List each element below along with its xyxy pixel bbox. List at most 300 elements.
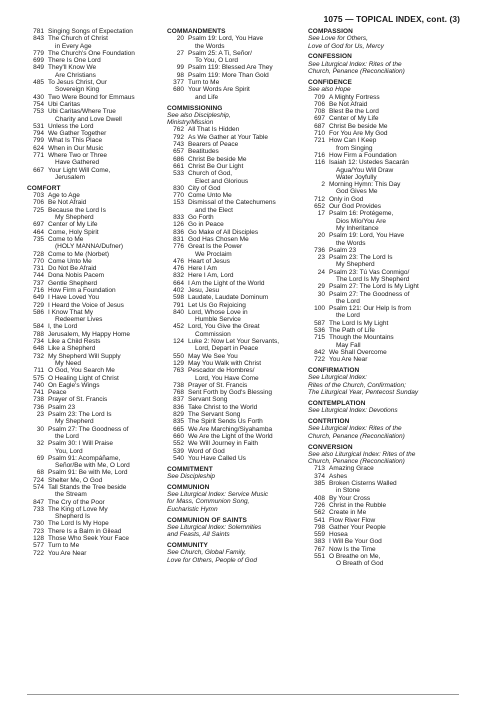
hymn-number: 129 [173,359,184,367]
index-entry [308,327,458,334]
hymn-title-line: Where Two or Three [48,152,108,160]
hymn-number: 687 [314,122,325,130]
hymn-number: 706 [314,100,325,108]
cross-reference [308,451,458,466]
hymn-title-line: Dismissal of the Catechumens [188,199,276,207]
hymn-title-continuation: Have Gathered [55,159,100,167]
hymn-title-line: You Have Called Us [188,454,246,462]
cross-reference [308,425,458,440]
hymn-title [48,455,165,470]
hymn-number: 738 [33,396,44,404]
hymn-title [48,528,165,535]
hymn-number: 754 [33,100,44,108]
hymn-title-line: Luke 2: Now Let Your Servants, [188,338,280,346]
hymn-number: 843 [33,35,44,43]
hymn-number: 709 [314,93,325,101]
hymn-number: 847 [33,498,44,506]
index-entry [27,221,165,228]
index-entry [27,520,165,527]
index-entry [167,294,305,301]
index-entry [167,229,305,236]
hymn-number: 30 [36,425,44,433]
hymn-number: 430 [33,93,44,101]
hymn-number: 657 [173,148,184,156]
hymn-title-line: Amazing Grace [329,465,374,473]
hymn-title-line: I Am the Light of the World [188,279,265,287]
hymn-title [329,495,458,502]
hymn-title [48,542,165,549]
index-entry [167,433,305,440]
index-entry [167,258,305,265]
hymn-title [48,396,165,403]
hymn-title-line: You Are Near [329,356,368,364]
index-entry [27,353,165,368]
hymn-title [48,404,165,411]
hymn-title-continuation: Shepherd Is [55,513,91,521]
hymn-title-continuation: Commission [195,330,231,338]
index-entry [27,108,165,123]
index-entry [167,148,305,155]
hymn-number: 385 [314,480,325,488]
index-entry [27,382,165,389]
hymn-title-continuation: and Life [195,93,219,101]
hymn-number: 711 [33,367,44,375]
hymn-title-line: There Is One Lord [48,57,101,65]
hymn-title [188,367,305,382]
hymn-title-line: Jerusalem, My Happy Home [48,330,130,338]
hymn-title-continuation: May Fall [336,341,361,349]
cross-reference [308,374,458,396]
index-entry [27,192,165,199]
hymn-number: 550 [173,352,184,360]
hymn-title-line: O Breathe on Me, [329,553,381,561]
hymn-title [188,265,305,272]
hymn-number: 98 [176,71,184,79]
index-entry [27,484,165,499]
hymn-title-line: Come to Me (Norbet) [48,250,110,258]
index-entry [167,280,305,287]
hymn-title-line: Heart of Jesus [188,257,230,265]
hymn-title-continuation: You, Lord [55,447,83,455]
hymn-number: 126 [173,221,184,229]
index-entry [167,302,305,309]
hymn-number: 587 [314,319,325,327]
index-entry [27,272,165,279]
index-column-2 [167,28,305,564]
hymn-title-continuation: The Lord Is My Shepherd [336,275,410,283]
hymn-number: 476 [173,265,184,273]
topic-heading: COMMITMENT [167,465,213,473]
hymn-title-continuation: (HOLY MANNA/Dufner) [55,243,124,251]
index-entry [308,108,458,115]
hymn-title-line: Beatitudes [188,148,219,156]
hymn-title-line: Psalm 25: A Ti, Señor/ [188,49,252,57]
hymn-number: 575 [33,374,44,382]
hymn-title [329,123,458,130]
index-entry [167,243,305,258]
hymn-number: 768 [173,389,184,397]
hymn-title [188,360,305,367]
index-entry [27,28,165,35]
hymn-title-line: Go in Peace [188,221,224,229]
hymn-number: 770 [33,257,44,265]
hymn-title [48,50,165,57]
index-entry [167,199,305,214]
hymn-number: 20 [317,232,325,240]
hymn-title [329,356,458,363]
hymn-title-line: Prayer of St. Francis [48,396,108,404]
hymn-title-line: Here I Am, Lord [188,272,234,280]
hymn-number: 835 [173,418,184,426]
hymn-title-line: How Can I Keep [329,137,377,145]
index-entry [27,280,165,287]
hymn-title-line: Two Were Bound for Emmaus [48,93,135,101]
hymn-title [329,130,458,137]
index-entry [27,535,165,542]
index-entry [27,287,165,294]
cross-reference-line: See Liturgical Index: Solemnities [167,523,262,531]
index-entry [27,258,165,265]
hymn-number: 649 [33,294,44,302]
hymn-title [188,440,305,447]
hymn-number: 729 [33,301,44,309]
hymn-title [329,137,458,152]
hymn-title [329,291,458,306]
index-entry [308,181,458,196]
hymn-title-line: Psalm 23 [48,403,76,411]
hymn-title-continuation: the Lord [336,312,360,320]
index-entry [167,156,305,163]
index-entry [167,126,305,133]
hymn-title [188,156,305,163]
hymn-title [48,550,165,557]
index-entry [27,309,165,324]
hymn-number: 721 [314,137,325,145]
hymn-title [48,35,165,50]
hymn-title-continuation: the Words [336,239,366,247]
index-entry [27,302,165,309]
hymn-number: 725 [33,206,44,214]
cross-reference-line: See Discipleship [167,473,216,480]
hymn-number: 799 [33,137,44,145]
hymn-title [48,79,165,94]
index-entry [167,141,305,148]
hymn-title-continuation: My Shepherd [55,418,94,426]
index-entry [167,323,305,338]
hymn-title-line: Christ Be beside Me [329,122,388,130]
hymn-title-line: May We See You [188,352,238,360]
hymn-title [188,382,305,389]
hymn-title-line: Your Light Will Come, [48,166,111,174]
hymn-title-line: Though the Mountains [329,334,394,342]
hymn-number: 697 [314,115,325,123]
hymn-title [188,287,305,294]
index-entry [308,137,458,152]
hymn-number: 829 [173,411,184,419]
index-entry [308,509,458,516]
hymn-title-line: I Heard the Voice of Jesus [48,301,124,309]
index-entry [167,353,305,360]
hymn-title [329,509,458,516]
cross-reference-line: and Feasts, All Saints [167,531,230,539]
hymn-title [48,251,165,258]
index-entry [27,455,165,470]
hymn-title-line: Prayer of St. Francis [188,381,248,389]
cross-reference-line: Love for Others, People of God [167,556,257,564]
hymn-title [188,236,305,243]
hymn-number: 562 [314,509,325,517]
hymn-title-line: Come Unto Me [48,257,92,265]
hymn-number: 24 [317,268,325,276]
hymn-title-continuation: God Gives Me [336,188,378,196]
index-entry [27,167,165,182]
index-entry [167,79,305,86]
hymn-number: 753 [33,108,44,116]
hymn-number: 476 [173,257,184,265]
cross-reference [308,86,458,93]
hymn-title [48,152,165,167]
index-entry [308,320,458,327]
hymn-title-line: Psalm 19: Lord, You Have [188,35,264,43]
index-entry [308,283,458,290]
hymn-title [48,338,165,345]
hymn-title [48,123,165,130]
index-entry [308,159,458,181]
hymn-number: 577 [33,542,44,550]
hymn-title [329,254,458,269]
hymn-title-line: Be Not Afraid [48,199,87,207]
index-entry [167,404,305,411]
index-entry [308,517,458,524]
hymn-title-line: I Know That My [48,308,94,316]
hymn-number: 836 [173,228,184,236]
cross-reference [308,61,458,76]
cross-reference-line: See Liturgical Index: [308,374,367,382]
index-entry [308,305,458,320]
hymn-number: 716 [314,151,325,159]
hymn-title-line: Those Who Seek Your Face [48,535,129,543]
hymn-title-line: When in Our Music [48,144,104,152]
hymn-title [188,199,305,214]
hymn-title-line: Ubi Caritas/Where True [48,108,116,116]
hymn-number: 728 [33,250,44,258]
index-entry [167,426,305,433]
hymn-title-line: Psalm 27: The Goodness of [329,290,410,298]
hymn-title [188,221,305,228]
hymn-number: 402 [173,286,184,294]
hymn-title-continuation: Jerusalem [55,173,85,181]
hymn-number: 23 [317,254,325,262]
cross-reference-line: Church, Penance (Reconciliation) [308,458,405,466]
hymn-title-line: Like a Child Rests [48,338,101,346]
index-entry [167,265,305,272]
index-entry [308,94,458,101]
hymn-number: 667 [33,166,44,174]
hymn-number: 722 [314,356,325,364]
hymn-number: 836 [173,403,184,411]
hymn-title [188,389,305,396]
hymn-number: 830 [173,184,184,192]
hymn-number: 722 [33,549,44,557]
index-entry [167,411,305,418]
hymn-title-line: We Will Journey in Faith [188,440,258,448]
hymn-title [188,35,305,50]
hymn-title-continuation: in Stone [336,487,360,495]
hymn-title [329,465,458,472]
hymn-title-line: Peace [48,389,67,397]
hymn-number: 703 [33,192,44,200]
hymn-number: 697 [33,221,44,229]
hymn-title-continuation: My Inheritance [336,224,379,232]
hymn-title-line: How Firm a Foundation [48,286,116,294]
hymn-title-line: Laudate, Laudate Dominum [188,294,269,302]
index-entry [308,465,458,472]
page-header: 1075 — TOPICAL INDEX, cont. (3) [323,14,460,24]
index-entry [27,345,165,352]
hymn-number: 776 [173,243,184,251]
topic-heading: COMMUNION [167,483,210,491]
hymn-title [48,411,165,426]
hymn-number: 732 [33,352,44,360]
index-entry [27,323,165,330]
hymn-title [48,192,165,199]
hymn-title [48,353,165,368]
index-entry [167,50,305,65]
index-entry [308,115,458,122]
hymn-number: 69 [36,454,44,462]
hymn-title [48,367,165,374]
hymn-title-line: The Lord Is My Light [329,319,389,327]
hymn-number: 840 [173,308,184,316]
cross-reference [167,549,305,564]
cross-reference-line: Church, Penance (Reconciliation) [308,432,405,440]
hymn-title-line: Word of God [188,447,225,455]
index-entry [308,196,458,203]
hymn-title-line: Pescador de Hombres/ [188,367,255,375]
hymn-number: 737 [33,279,44,287]
hymn-title [188,163,305,170]
hymn-title [48,302,165,309]
hymn-title-line: Lord, You Give the Great [188,323,260,331]
hymn-number: 648 [33,345,44,353]
hymn-number: 791 [173,301,184,309]
hymn-number: 652 [314,203,325,211]
hymn-title [329,334,458,349]
hymn-title [188,148,305,155]
hymn-title [48,130,165,137]
hymn-number: 736 [33,403,44,411]
index-entry [308,473,458,480]
hymn-title-line: Now Is the Time [329,545,376,553]
cross-reference-line: See also Hope [308,86,351,94]
hymn-title-line: Servant Song [188,396,228,404]
hymn-title [329,181,458,196]
hymn-title [188,86,305,101]
topic-heading: CONVERSION [308,443,353,451]
index-entry [308,152,458,159]
hymn-number: 128 [33,535,44,543]
hymn-title [188,396,305,403]
hymn-title-line: Sent Forth by God's Blessing [188,389,272,397]
hymn-number: 485 [33,79,44,87]
hymn-title-continuation: Dios Mío/You Are [336,217,386,225]
hymn-number: 680 [173,86,184,94]
index-entry [308,524,458,531]
hymn-title-line: How Firm a Foundation [329,151,397,159]
hymn-title-line: God Has Chosen Me [188,235,249,243]
index-entry [27,236,165,251]
hymn-title-line: Here I Am [188,265,217,273]
hymn-number: 531 [33,122,44,130]
hymn-title [329,546,458,553]
hymn-title-continuation: the Lord [55,432,79,440]
hymn-title-line: All That Is Hidden [188,126,240,134]
hymn-title-line: Come Unto Me [188,192,232,200]
index-entry [308,203,458,210]
topic-heading: COMPASSION [308,28,353,35]
cross-reference-line: See Love for Others, [308,35,368,43]
hymn-title-continuation: Water Joyfully [336,173,377,181]
index-column-1 [27,28,165,557]
cross-reference-line: See also Liturgical Index: Rites of the [308,450,416,458]
hymn-number: 624 [33,144,44,152]
hymn-number: 833 [173,214,184,222]
hymn-title [188,170,305,185]
hymn-title [188,214,305,221]
hymn-title [329,94,458,101]
hymn-title [329,247,458,254]
hymn-number: 712 [314,195,325,203]
hymn-title-continuation: My Need [55,359,82,367]
hymn-title [329,524,458,531]
hymn-title-line: Take Christ to the World [188,403,258,411]
index-entry [308,495,458,502]
index-entry [27,367,165,374]
index-entry [308,254,458,269]
hymn-number: 661 [173,162,184,170]
hymn-title [48,258,165,265]
index-entry [27,199,165,206]
hymn-title-continuation: My Shepherd [55,214,94,222]
hymn-title [329,531,458,538]
hymn-number: 779 [33,49,44,57]
hymn-title [48,477,165,484]
hymn-number: 798 [314,523,325,531]
hymn-title-line: I, the Lord [48,323,78,331]
hymn-title [48,382,165,389]
index-entry [308,334,458,349]
cross-reference-line: Church, Penance (Reconciliation) [308,68,405,76]
hymn-number: 20 [176,35,184,43]
index-entry [27,440,165,455]
hymn-title-line: On Eagle's Wings [48,381,100,389]
hymn-title-line: They'll Know We [48,64,97,72]
hymn-title [48,389,165,396]
topic-heading: CONFIDENCE [308,78,352,86]
hymn-title-line: Hosea [329,531,348,539]
index-entry [167,389,305,396]
hymn-title-continuation: Humble Service [195,316,241,324]
hymn-title-line: Psalm 23: The Lord Is [48,411,112,419]
hymn-title-line: Psalm 91: Be with Me, Lord [48,469,128,477]
hymn-title [329,553,458,568]
hymn-title-line: Go Forth [188,214,214,222]
hymn-number: 710 [314,130,325,138]
hymn-title-continuation: the Words [195,42,225,50]
index-entry [27,499,165,506]
hymn-title-line: Psalm 119: Blessed Are They [188,64,273,72]
hymn-number: 17 [317,210,325,218]
